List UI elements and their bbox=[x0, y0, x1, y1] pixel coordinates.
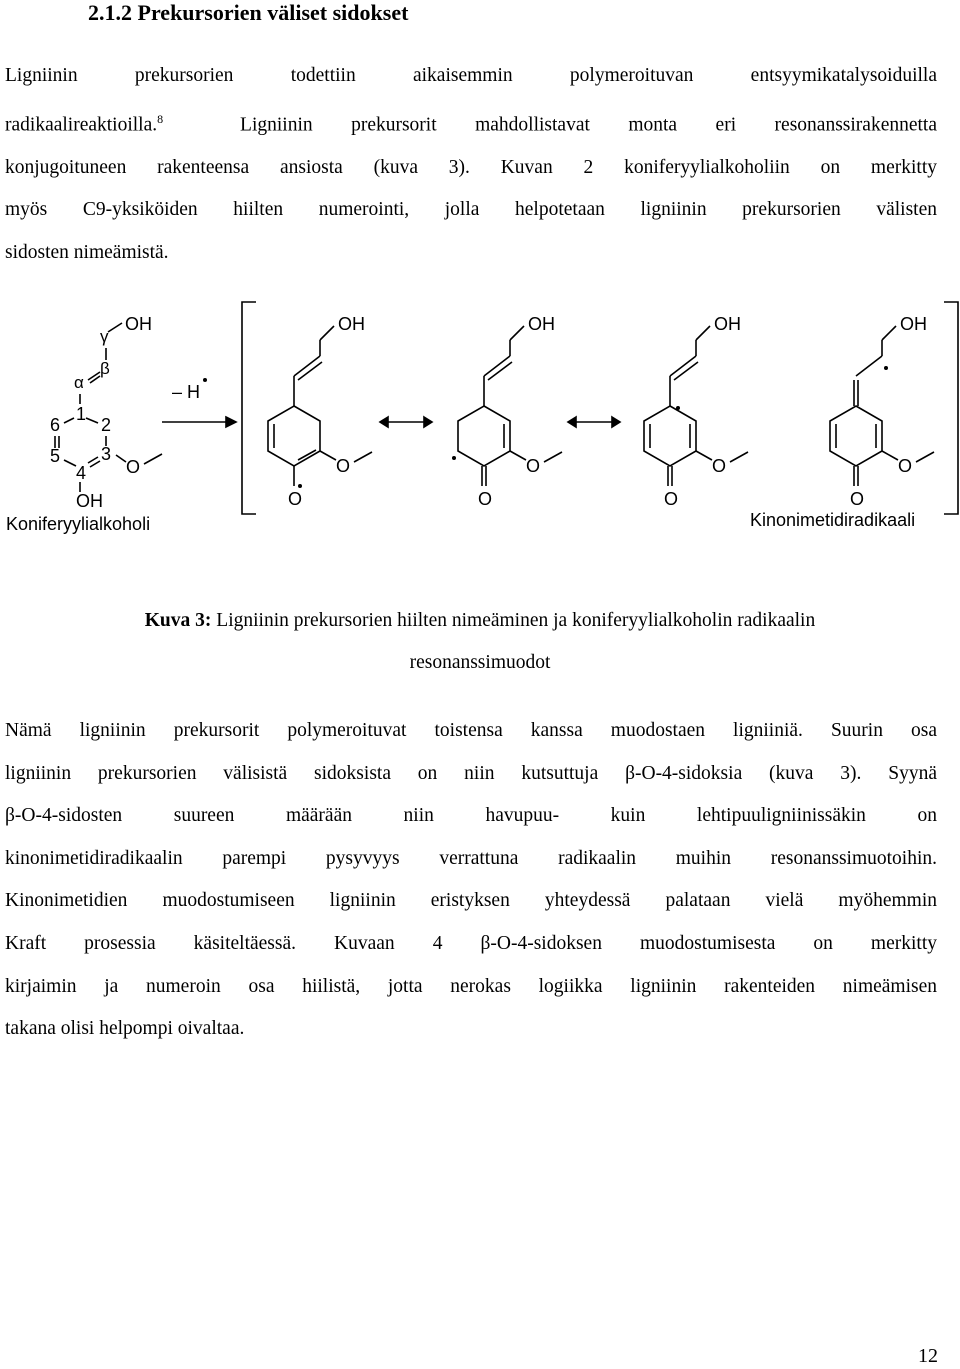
label-c1: 1 bbox=[76, 404, 87, 424]
para1-line: konjugoituneen rakenteensa ansiosta (kuva 3). Kuvan 2 koniferyylialkoholiin on merkitty bbox=[5, 156, 937, 178]
label-oh: OH bbox=[528, 314, 555, 334]
section-heading: 2.1.2 Prekursorien väliset sidokset bbox=[88, 0, 409, 25]
label-o: O bbox=[898, 456, 913, 476]
para2-line: Kinonimetidien muodostumiseen ligniinin eristyksen yhteydessä palataan vielä myöhemmin bbox=[5, 890, 937, 912]
footnote-ref: 8 bbox=[157, 111, 164, 126]
label-oh: OH bbox=[714, 314, 741, 334]
para1-line bbox=[5, 98, 937, 147]
para2-line: β-O-4-sidosten suureen määrään niin havupuu- kuin lehtipuuligniinissäkin on bbox=[5, 805, 937, 827]
resonance-arrow bbox=[380, 417, 432, 427]
label-minus-h: – H bbox=[172, 382, 201, 402]
paragraph-1 bbox=[5, 55, 937, 274]
figure-caption bbox=[0, 600, 960, 684]
resonance-structure-3 bbox=[644, 314, 748, 509]
label-c2: 2 bbox=[101, 415, 112, 435]
label-o: O bbox=[478, 489, 493, 509]
label-o: O bbox=[126, 457, 141, 477]
reaction-arrow bbox=[162, 378, 236, 427]
para2-line: takana olisi helpompi oivaltaa. bbox=[5, 1018, 245, 1040]
label-oh: OH bbox=[76, 491, 103, 511]
resonance-structure-2 bbox=[452, 314, 562, 509]
para2-line: Nämä ligniinin prekursorit polymeroituvat toistensa kanssa muodostaen ligniiniä. Suurin osa bbox=[5, 720, 937, 741]
label-c5: 5 bbox=[50, 446, 61, 466]
page-number: 12 bbox=[918, 1345, 938, 1367]
label-o: O bbox=[850, 489, 865, 509]
label-gamma: γ bbox=[100, 327, 109, 346]
caption-text: Ligniinin prekursorien hiilten nimeäminen ja koniferyylialkoholin radikaalin bbox=[211, 610, 816, 631]
label-oh: OH bbox=[900, 314, 927, 334]
label-c4: 4 bbox=[76, 463, 87, 483]
para2-line: kirjaimin ja numeroin osa hiilistä, jotta nerokas logiikka ligniinin rakenteiden nimeämisen bbox=[5, 975, 937, 997]
resonance-structure-1 bbox=[268, 314, 372, 509]
coniferyl-alcohol-structure bbox=[6, 314, 162, 534]
label-c6: 6 bbox=[50, 415, 61, 435]
caption-label: Kuva 3: bbox=[144, 610, 212, 631]
para1-line: sidosten nimeämistä. bbox=[5, 241, 169, 263]
label-o: O bbox=[288, 489, 303, 509]
para2-line: kinonimetidiradikaalin parempi pysyvyys verrattuna radikaalin muihin resonanssimuotoihin. bbox=[5, 847, 937, 869]
para2-line: Kraft prosessia käsiteltäessä. Kuvaan 4 β-O-4-sidoksen muodostumisesta on merkitty bbox=[5, 932, 937, 954]
label-coniferyl: Koniferyylialkoholi bbox=[6, 514, 151, 534]
label-o: O bbox=[712, 456, 727, 476]
label-alpha: α bbox=[74, 373, 84, 392]
label-beta: β bbox=[100, 359, 110, 378]
para1-line: myös C9-yksiköiden hiilten numerointi, jolla helpotetaan ligniinin prekursorien välisten bbox=[5, 199, 937, 221]
paragraph-2 bbox=[5, 710, 937, 1051]
para1-line-part: radikaalireaktioilla. bbox=[5, 114, 158, 136]
label-quinone: Kinonimetidiradikaali bbox=[750, 510, 916, 530]
label-oh: OH bbox=[338, 314, 365, 334]
label-o: O bbox=[664, 489, 679, 509]
para1-line-part: Ligniinin prekursorit mahdollistavat monta eri resonanssirakennetta bbox=[240, 114, 937, 136]
label-oh: OH bbox=[125, 314, 152, 334]
caption-line bbox=[0, 600, 960, 642]
resonance-structure-4 bbox=[830, 314, 934, 509]
figure-3-resonance bbox=[0, 290, 960, 550]
label-o: O bbox=[336, 456, 351, 476]
resonance-arrow bbox=[568, 417, 620, 427]
caption-line: resonanssimuodot bbox=[409, 652, 551, 673]
label-o: O bbox=[526, 456, 541, 476]
label-c3: 3 bbox=[101, 444, 112, 464]
para1-line: Ligniinin prekursorien todettiin aikaisemmin polymeroituvan entsyymikatalysoiduilla bbox=[5, 65, 937, 86]
para2-line: ligniinin prekursorien välisistä sidoksista on niin kutsuttuja β-O-4-sidoksia (kuva 3). Syynä bbox=[5, 762, 937, 784]
